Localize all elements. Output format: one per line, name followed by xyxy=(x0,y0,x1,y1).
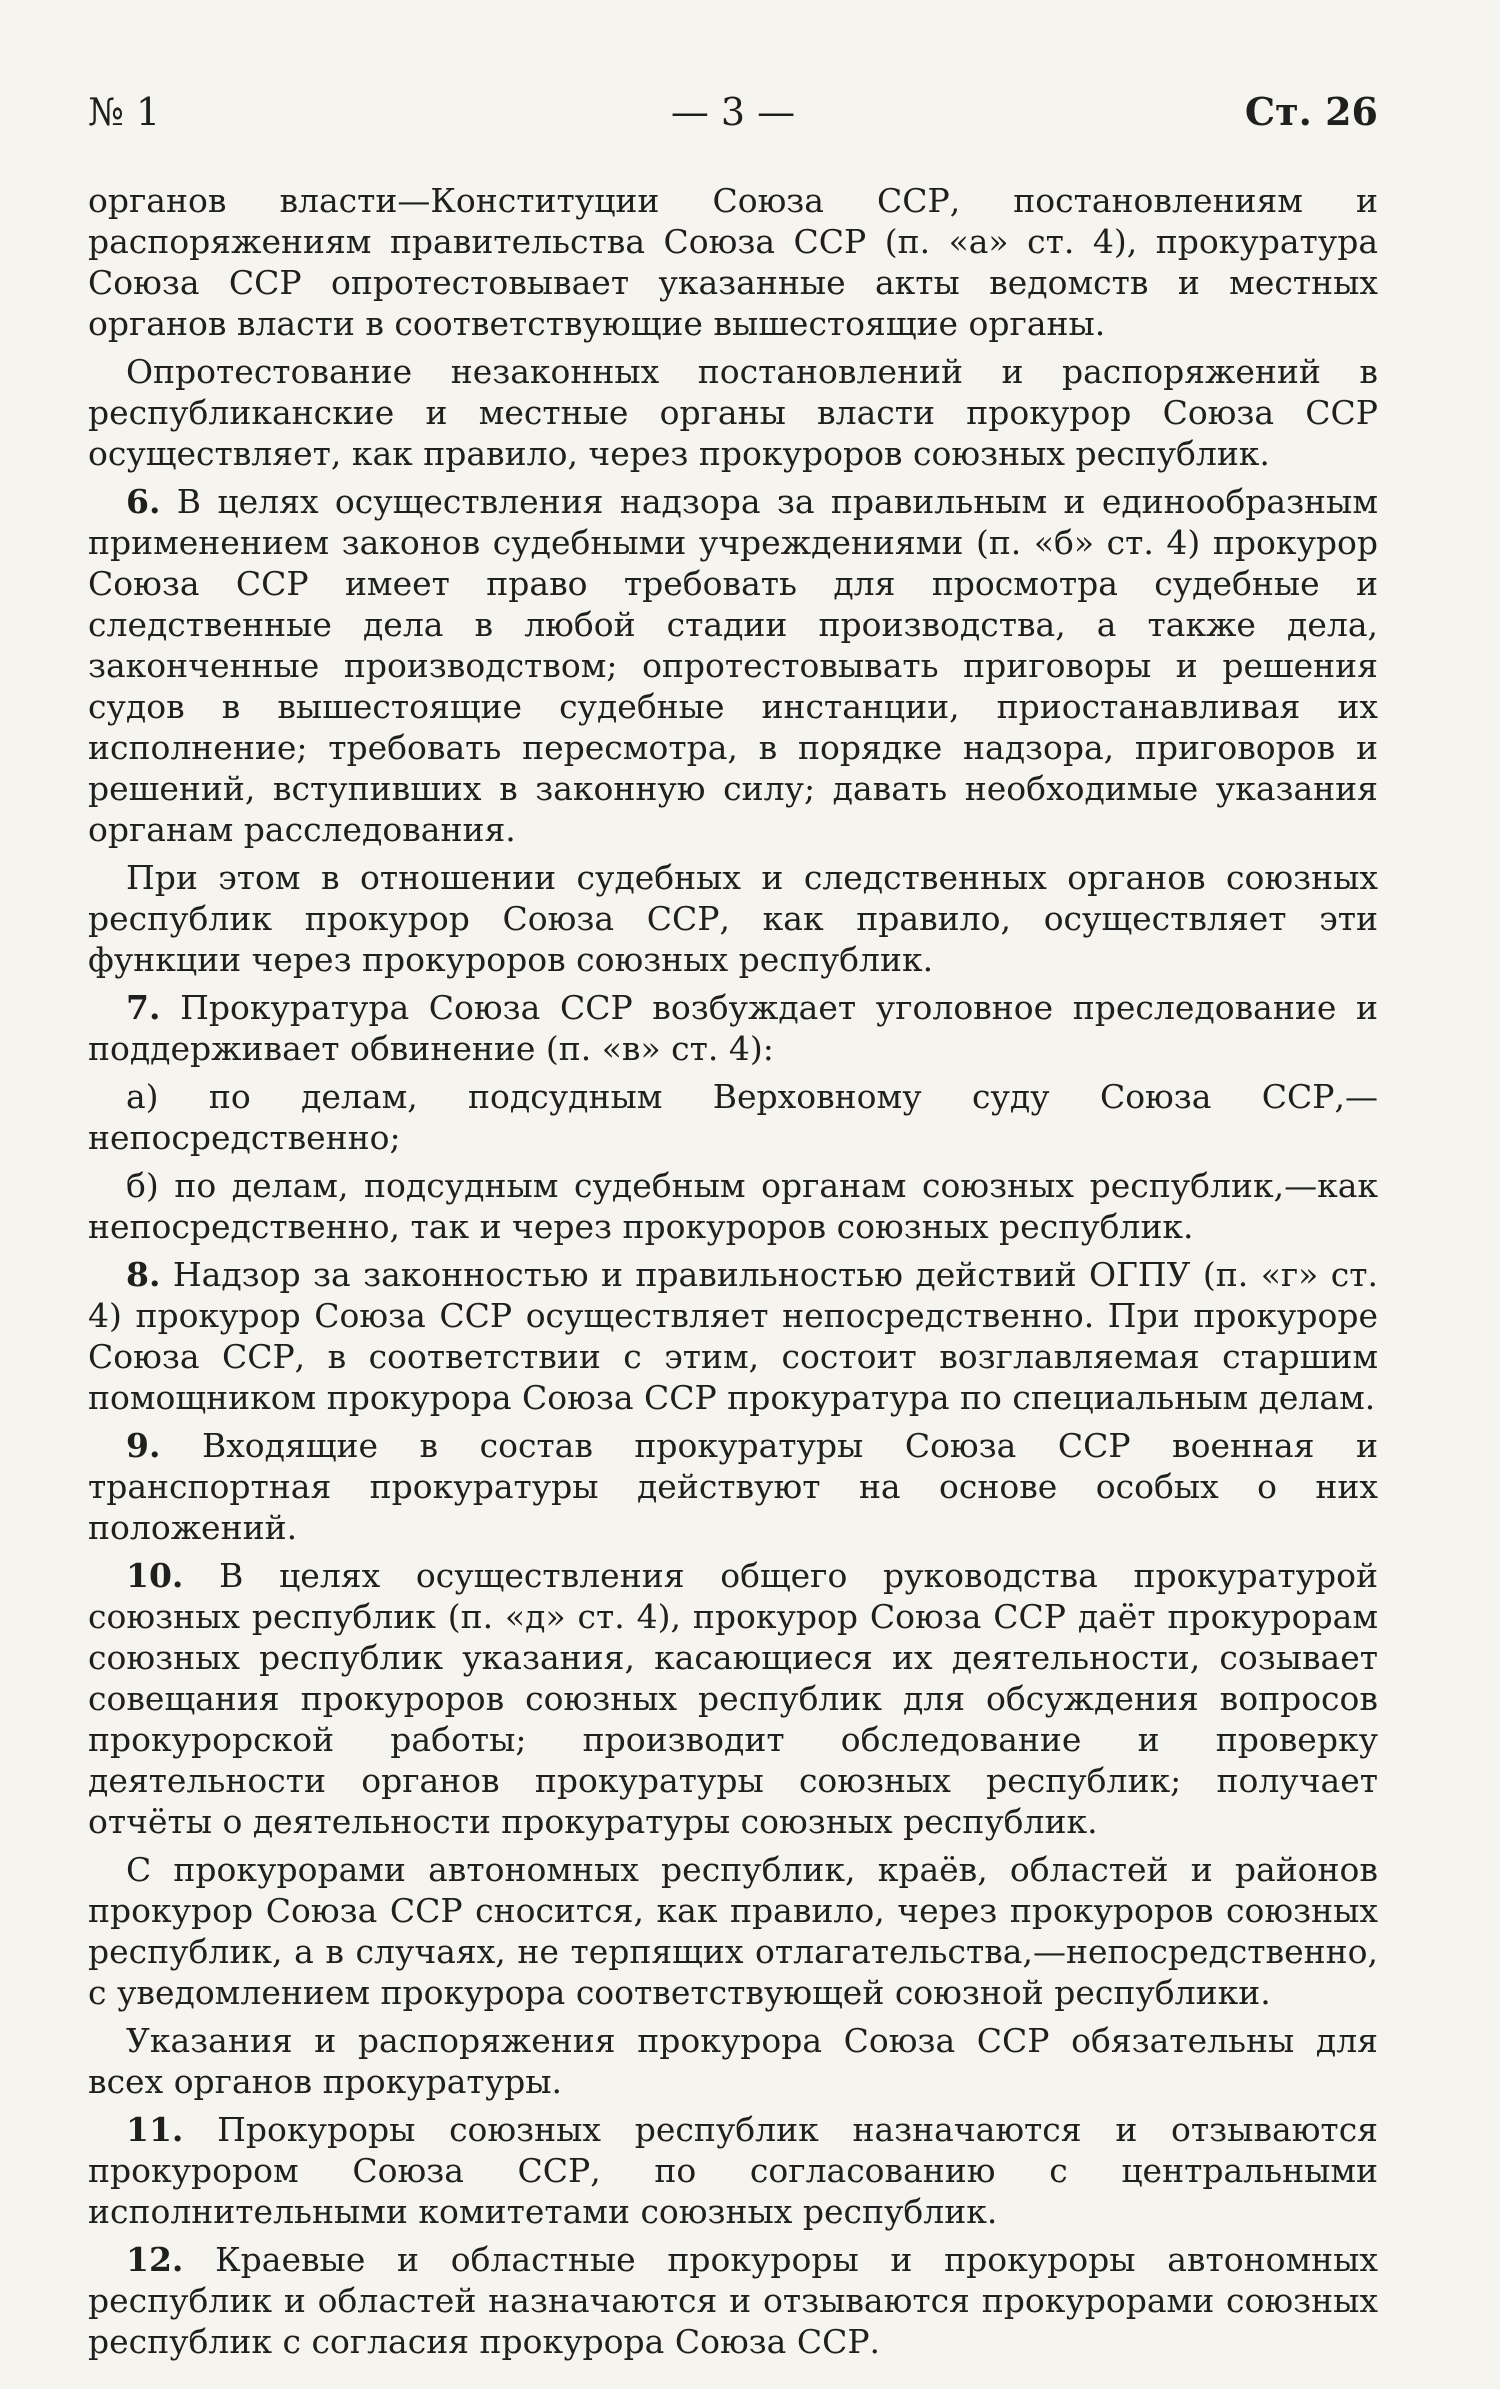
paragraph-item-10: 10. В целях осуществления общего руководства прокуратурой союзных республик (п. «д» ст. 4), прокурор Союза ССР даёт прокурорам союзных республик указания, касающиеся их деятельности, созывает совещания прокуроров союзных республик для обсуждения вопросов прокурорской работы; производит обследование и проверку деятельности органов прокуратуры союзных республик; получает отчёты о деятельности прокуратуры союзных республик. xyxy=(88,1556,1378,1841)
paragraph-continuation: органов власти—Конституции Союза ССР, постановлениям и распоряжениям правительства Союза ССР (п. «а» ст. 4), прокуратура Союза ССР опротестовывает указанные акты ведомств и местных органов власти в соответствующие вышестоящие органы. xyxy=(88,181,1378,343)
sub-item-b: б) по делам, подсудным судебным органам союзных республик,—как непосредственно, так и через прокуроров союзных республик. xyxy=(88,1166,1378,1246)
paragraph-item-6: 6. В целях осуществления надзора за правильным и единообразным применением законов судебными учреждениями (п. «б» ст. 4) прокурор Союза ССР имеет право требовать для просмотра судебные и следственные дела в любой стадии производства, а также дела, законченные производством; опротестовывать приговоры и решения судов в вышестоящие судебные инстанции, приостанавливая их исполнение; требовать пересмотра, в порядке надзора, приговоров и решений, вступивших в законную силу; давать необходимые указания органам расследования. xyxy=(88,482,1378,849)
paragraph: Указания и распоряжения прокурора Союза ССР обязательны для всех органов прокуратуры. xyxy=(88,2021,1378,2101)
paragraph-item-8: 8. Надзор за законностью и правильностью действий ОГПУ (п. «г» ст. 4) прокурор Союза ССР осуществляет непосредственно. При прокуроре Союза ССР, в соответствии с этим, состоит возглавляемая старшим помощником прокурора Союза ССР прокуратура по специальным делам. xyxy=(88,1255,1378,1417)
paragraph: С прокурорами автономных республик, краёв, областей и районов прокурор Союза ССР сносится, как правило, через прокуроров союзных республик, а в случаях, не терпящих отлагательства,—непосредственно, с уведомлением прокурора соответствующей союзной республики. xyxy=(88,1850,1378,2012)
paragraph-item-9: 9. Входящие в состав прокуратуры Союза ССР военная и транспортная прокуратуры действуют на основе особых о них положений. xyxy=(88,1426,1378,1547)
paragraph-item-7: 7. Прокуратура Союза ССР возбуждает уголовное преследование и поддерживает обвинение (п. «в» ст. 4): xyxy=(88,988,1378,1068)
issue-number: № 1 xyxy=(88,90,161,134)
paragraph-item-11: 11. Прокуроры союзных республик назначаются и отзываются прокурором Союза ССР, по согласованию с центральными исполнительными комитетами союзных республик. xyxy=(88,2110,1378,2231)
page-header xyxy=(88,82,1378,142)
paragraph: При этом в отношении судебных и следственных органов союзных республик прокурор Союза ССР, как правило, осуществляет эти функции через прокуроров союзных республик. xyxy=(88,858,1378,979)
sub-item-a: а) по делам, подсудным Верховному суду Союза ССР,—непосредственно; xyxy=(88,1077,1378,1157)
document-page xyxy=(88,82,1378,2369)
article-number: Ст. 26 xyxy=(1244,89,1378,134)
document-body xyxy=(88,180,1378,2362)
paragraph-item-12: 12. Краевые и областные прокуроры и прокуроры автономных республик и областей назначаются и отзываются прокурорами союзных республик с согласия прокурора Союза ССР. xyxy=(88,2240,1378,2361)
paragraph: Опротестование незаконных постановлений и распоряжений в республиканские и местные органы власти прокурор Союза ССР осуществляет, как правило, через прокуроров союзных республик. xyxy=(88,352,1378,473)
page-number: — 3 — xyxy=(670,90,796,134)
